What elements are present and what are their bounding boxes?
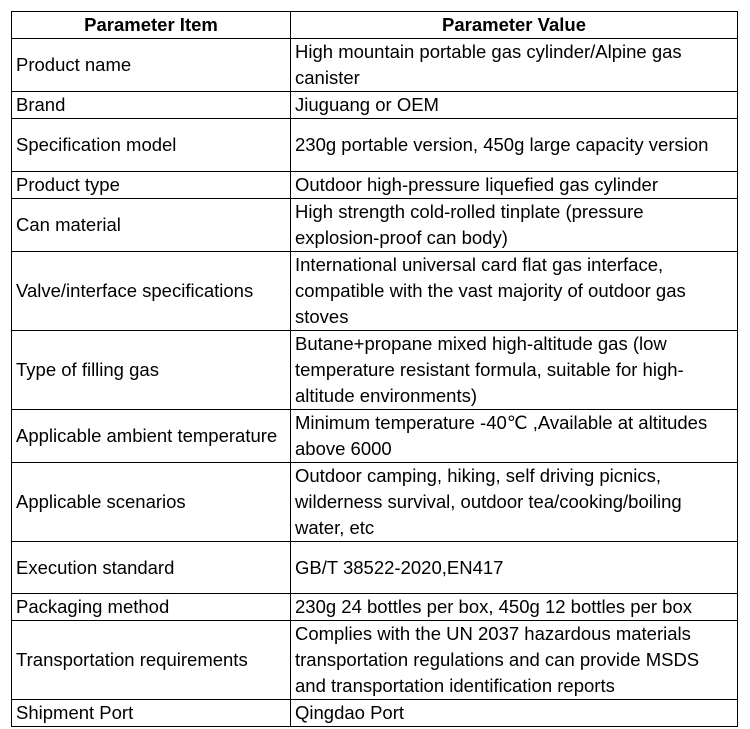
row-value: Jiuguang or OEM — [291, 92, 738, 119]
row-value: Complies with the UN 2037 hazardous materials transportation regulations and can provide MSDS and transportation identification reports — [291, 621, 738, 700]
table-row — [12, 252, 738, 331]
table-row — [12, 700, 738, 727]
row-value: Qingdao Port — [291, 700, 738, 727]
row-item: Product type — [12, 172, 291, 199]
row-value: GB/T 38522-2020,EN417 — [291, 542, 738, 594]
table-row — [12, 331, 738, 410]
row-value: 230g portable version, 450g large capacity version — [291, 119, 738, 172]
row-value: Butane+propane mixed high-altitude gas (low temperature resistant formula, suitable for high-altitude environments) — [291, 331, 738, 410]
table-header-row — [12, 12, 738, 39]
table-row — [12, 542, 738, 594]
row-item: Packaging method — [12, 594, 291, 621]
parameter-table-container — [11, 11, 738, 727]
table-row — [12, 410, 738, 463]
row-item: Execution standard — [12, 542, 291, 594]
row-item: Can material — [12, 199, 291, 252]
parameter-table — [11, 11, 738, 727]
table-row — [12, 463, 738, 542]
row-item: Brand — [12, 92, 291, 119]
row-item: Applicable ambient temperature — [12, 410, 291, 463]
row-value: Minimum temperature -40℃ ,Available at altitudes above 6000 — [291, 410, 738, 463]
row-value: High strength cold-rolled tinplate (pressure explosion-proof can body) — [291, 199, 738, 252]
row-item: Shipment Port — [12, 700, 291, 727]
table-row — [12, 39, 738, 92]
row-value: High mountain portable gas cylinder/Alpine gas canister — [291, 39, 738, 92]
row-item: Transportation requirements — [12, 621, 291, 700]
table-row — [12, 621, 738, 700]
row-value: 230g 24 bottles per box, 450g 12 bottles per box — [291, 594, 738, 621]
table-row — [12, 594, 738, 621]
table-row — [12, 172, 738, 199]
row-item: Applicable scenarios — [12, 463, 291, 542]
table-row — [12, 92, 738, 119]
table-row — [12, 119, 738, 172]
row-value: Outdoor high-pressure liquefied gas cylinder — [291, 172, 738, 199]
row-value: Outdoor camping, hiking, self driving picnics, wilderness survival, outdoor tea/cooking/boiling water, etc — [291, 463, 738, 542]
row-item: Valve/interface specifications — [12, 252, 291, 331]
row-value: International universal card flat gas interface, compatible with the vast majority of outdoor gas stoves — [291, 252, 738, 331]
table-row — [12, 199, 738, 252]
header-parameter-item: Parameter Item — [12, 12, 291, 39]
header-parameter-value: Parameter Value — [291, 12, 738, 39]
row-item: Type of filling gas — [12, 331, 291, 410]
row-item: Specification model — [12, 119, 291, 172]
row-item: Product name — [12, 39, 291, 92]
